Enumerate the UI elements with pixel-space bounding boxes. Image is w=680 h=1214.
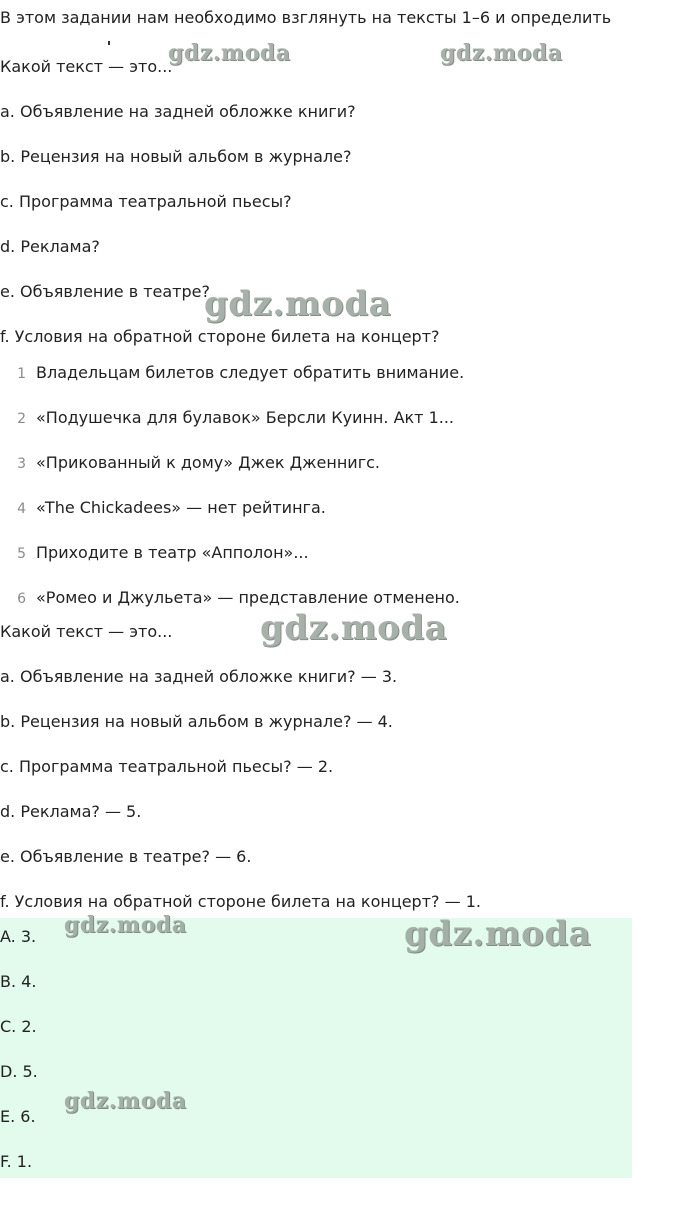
watermark: gdz.moda bbox=[440, 40, 563, 66]
short-answer-e: E. 6. bbox=[0, 1107, 36, 1126]
text-item bbox=[0, 587, 460, 610]
text-item bbox=[0, 407, 454, 430]
text-number: 5 bbox=[17, 546, 26, 562]
question-e: e. Объявление в театре? bbox=[0, 282, 210, 301]
text-item bbox=[0, 542, 309, 565]
short-answer-b: B. 4. bbox=[0, 972, 37, 991]
text-number: 6 bbox=[17, 591, 26, 607]
text-number: 3 bbox=[17, 456, 26, 472]
text-content: «Ромео и Джульета» — представление отменено. bbox=[36, 588, 460, 607]
stray-mark bbox=[108, 41, 110, 45]
answer-heading: Какой текст — это... bbox=[0, 622, 173, 641]
question-f: f. Условия на обратной стороне билета на концерт? bbox=[0, 327, 440, 346]
short-answer-a: A. 3. bbox=[0, 927, 37, 946]
question-a: a. Объявление на задней обложке книги? bbox=[0, 102, 356, 121]
text-content: «The Chickadees» — нет рейтинга. bbox=[36, 498, 326, 517]
answer-d: d. Реклама? — 5. bbox=[0, 802, 142, 821]
intro-text: В этом задании нам необходимо взглянуть на тексты 1–6 и определить bbox=[0, 8, 612, 27]
text-item bbox=[0, 362, 464, 385]
text-content: Владельцам билетов следует обратить внимание. bbox=[36, 363, 465, 382]
short-answer-d: D. 5. bbox=[0, 1062, 38, 1081]
answer-c: c. Программа театральной пьесы? — 2. bbox=[0, 757, 334, 776]
question-d: d. Реклама? bbox=[0, 237, 100, 256]
text-content: «Подушечка для булавок» Берсли Куинн. Акт 1... bbox=[36, 408, 455, 427]
question-heading: Какой текст — это... bbox=[0, 57, 173, 76]
text-item bbox=[0, 452, 380, 475]
answer-a: a. Объявление на задней обложке книги? — 3. bbox=[0, 667, 398, 686]
text-item bbox=[0, 497, 326, 520]
watermark: gdz.moda bbox=[64, 1088, 187, 1114]
text-number: 4 bbox=[17, 501, 26, 517]
question-c: c. Программа театральной пьесы? bbox=[0, 192, 292, 211]
answer-b: b. Рецензия на новый альбом в журнале? — 4. bbox=[0, 712, 393, 731]
text-content: Приходите в театр «Апполон»... bbox=[36, 543, 309, 562]
watermark: gdz.moda bbox=[260, 608, 448, 648]
text-content: «Прикованный к дому» Джек Дженнигс. bbox=[36, 453, 380, 472]
watermark: gdz.moda bbox=[204, 284, 392, 324]
short-answer-f: F. 1. bbox=[0, 1152, 33, 1171]
answer-e: e. Объявление в театре? — 6. bbox=[0, 847, 252, 866]
short-answer-c: C. 2. bbox=[0, 1017, 37, 1036]
watermark: gdz.moda bbox=[168, 40, 291, 66]
watermark: gdz.moda bbox=[64, 912, 187, 938]
answer-box bbox=[0, 918, 632, 1178]
question-b: b. Рецензия на новый альбом в журнале? bbox=[0, 147, 352, 166]
answer-f: f. Условия на обратной стороне билета на концерт? — 1. bbox=[0, 892, 481, 911]
text-number: 2 bbox=[17, 411, 26, 427]
watermark: gdz.moda bbox=[404, 914, 592, 954]
text-number: 1 bbox=[17, 366, 26, 382]
